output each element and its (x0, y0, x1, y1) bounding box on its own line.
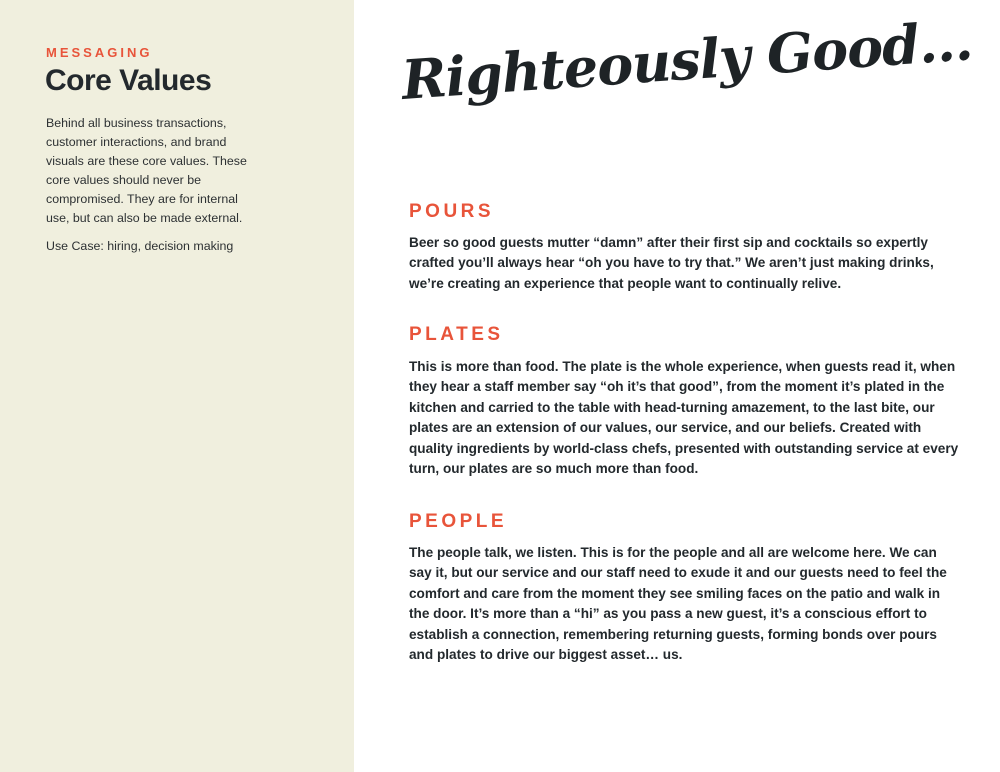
sidebar-panel (0, 0, 354, 772)
use-case-text: Use Case: hiring, decision making (46, 239, 234, 253)
pours-heading: POURS (409, 201, 495, 222)
people-body: The people talk, we listen. This is for the people and all are welcome here. We can say it, but our service and our staff need to exude it and our guests need to feel the comfort and care from the moment they see smiling faces on the patio and walk in the door. It’s more than a “hi” as you pass a new guest, it’s a conscious effort to establish a connection, remembering returning guests, forming bonds over pours and plates to drive our biggest asset… us. (409, 545, 947, 663)
page-title: Core Values (45, 64, 212, 97)
people-heading: PEOPLE (409, 511, 508, 532)
plates-body: This is more than food. The plate is the whole experience, when guests read it, when they hear a staff member say “oh it’s that good”, from the moment it’s plated in the kitchen and carried to the table with head-turning amazement, to the last bite, our plates are an extension of our values, our service, and our beliefs. Created with quality ingredients by world-class chefs, presented with outstanding service at every turn, our plates are so much more than food. (409, 359, 959, 477)
section-eyebrow: MESSAGING (46, 45, 153, 60)
plates-heading: PLATES (409, 324, 504, 345)
intro-paragraph: Behind all business transactions, customer interactions, and brand visuals are these core values. These core values should never be compromised. They are for internal use, but can also be made external. (46, 116, 247, 225)
pours-body: Beer so good guests mutter “damn” after their first sip and cocktails so expertly crafted you’ll always hear “oh you have to try that.” We aren’t just making drinks, we’re creating an experience that people want to continually relive. (409, 235, 934, 291)
script-heading: Righteously Good... (399, 8, 974, 112)
